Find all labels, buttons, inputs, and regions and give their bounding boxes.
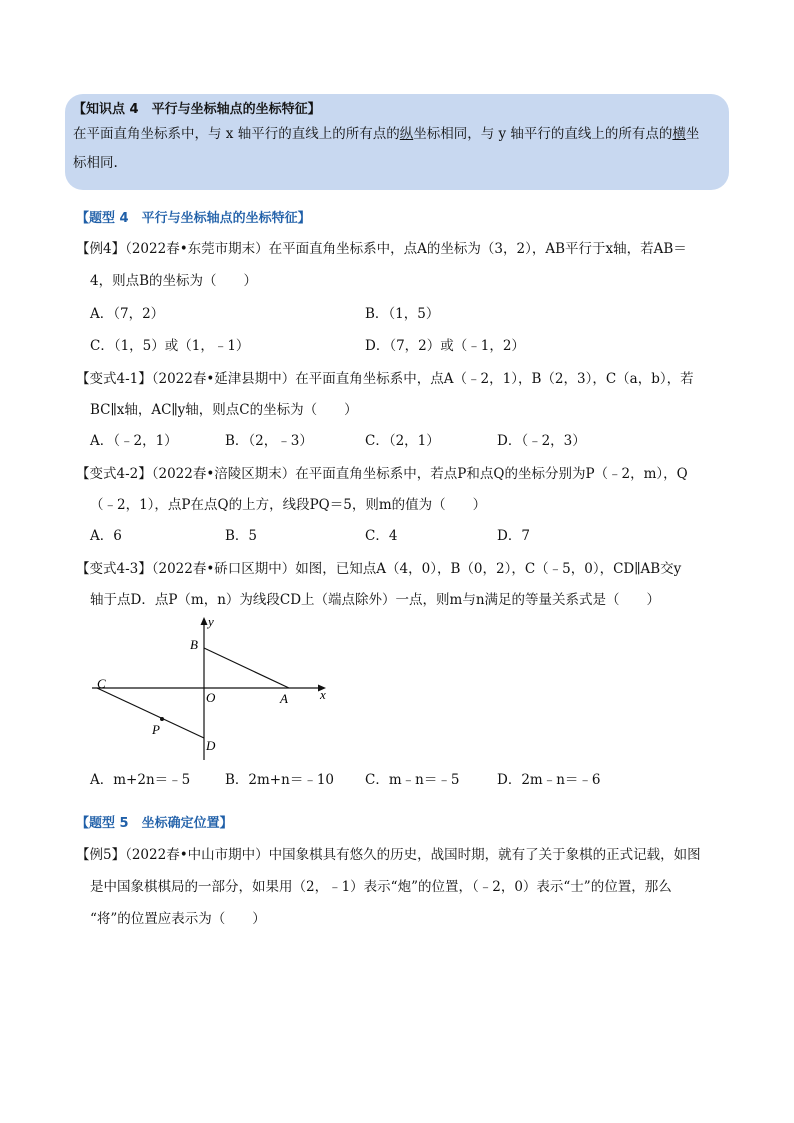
variant41-line1: 【变式4-1】（2022春•延津县期中）在平面直角坐标系中，点A（﹣2，1），B（2，3），C（a，b），若 <box>76 371 694 387</box>
variant41-line2: BC∥x轴，AC∥y轴，则点C的坐标为（ ） <box>90 402 358 418</box>
example4-option-a: A．（7，2） <box>90 306 165 322</box>
variant43-option-b: B．2m+n＝﹣10 <box>225 772 334 788</box>
variant42-option-d: D．7 <box>497 528 530 544</box>
variant43-line2: 轴于点D．点P（m，n）为线段CD上（端点除外）一点，则m与n满足的等量关系式是（ ） <box>90 592 661 608</box>
knowledge-title: 【知识点 4 平行与坐标轴点的坐标特征】 <box>73 102 321 117</box>
variant42-line1: 【变式4-2】（2022春•涪陵区期末）在平面直角坐标系中，若点P和点Q的坐标分别为P（﹣2，m），Q <box>76 466 688 482</box>
variant41-option-d: D．（﹣2，3） <box>497 433 586 449</box>
example5-line2: 是中国象棋棋局的一部分，如果用（2，﹣1）表示“炮”的位置，（﹣2，0）表示“士”的位置，那么 <box>90 879 672 895</box>
variant43-option-d: D．2m﹣n＝﹣6 <box>497 772 601 788</box>
label-p: P <box>152 722 160 737</box>
knowledge-text: 坐 <box>685 126 700 142</box>
section-title-type5: 【题型 5 坐标确定位置】 <box>76 816 233 831</box>
example4-option-c: C．（1，5）或（1，﹣1） <box>90 338 250 354</box>
variant42-line2: （﹣2，1），点P在点Q的上方，线段PQ＝5，则m的值为（ ） <box>90 497 487 513</box>
segment-ab <box>204 648 289 688</box>
example4-option-b: B．（1，5） <box>365 306 440 322</box>
segment-cd <box>97 688 204 738</box>
knowledge-text: 在平面直角坐标系中，与 x 轴平行的直线上的所有点的 <box>73 126 400 142</box>
example4-line2: 4，则点B的坐标为（ ） <box>90 273 258 289</box>
variant42-option-c: C．4 <box>365 528 398 544</box>
label-d: D <box>206 738 216 753</box>
variant43-line1: 【变式4-3】（2022春•硚口区期中）如图，已知点A（4，0），B（0，2），C（﹣5，0），CD∥AB交y <box>76 561 682 577</box>
variant41-option-a: A．（﹣2，1） <box>90 433 178 449</box>
variant42-option-a: A．6 <box>90 528 122 544</box>
knowledge-body <box>73 120 719 178</box>
variant41-option-b: B．（2，﹣3） <box>225 433 313 449</box>
label-b: B <box>190 637 198 652</box>
example5-line3: “将”的位置应表示为（ ） <box>90 911 266 927</box>
label-o: O <box>206 690 216 705</box>
example5-line1: 【例5】（2022春•中山市期中）中国象棋具有悠久的历史，战国时期，就有了关于象棋的正式记载，如图 <box>76 847 701 863</box>
label-c: C <box>97 676 106 691</box>
section-title-type4: 【题型 4 平行与坐标轴点的坐标特征】 <box>76 211 311 226</box>
variant41-option-c: C．（2，1） <box>365 433 440 449</box>
y-axis-arrow <box>201 617 208 625</box>
example4-line1: 【例4】（2022春•东莞市期末）在平面直角坐标系中，点A的坐标为（3，2），AB平行于x轴，若AB＝ <box>76 241 687 257</box>
knowledge-point-box <box>65 94 729 190</box>
knowledge-underlined: 横 <box>672 126 686 142</box>
variant42-option-b: B．5 <box>225 528 258 544</box>
knowledge-underlined: 纵 <box>399 126 414 142</box>
variant43-option-a: A．m+2n＝﹣5 <box>90 772 191 788</box>
knowledge-line-2: 标相同. <box>73 155 118 171</box>
label-x: x <box>320 687 326 702</box>
label-y: y <box>208 614 214 629</box>
example4-option-d: D．（7，2）或（﹣1，2） <box>365 338 525 354</box>
coordinate-figure <box>80 610 340 760</box>
knowledge-text: 坐标相同，与 y 轴平行的直线上的所有点的 <box>413 126 673 142</box>
label-a: A <box>280 691 288 706</box>
variant43-option-c: C．m﹣n＝﹣5 <box>365 772 460 788</box>
point-p <box>160 717 164 721</box>
knowledge-line-1 <box>73 120 719 149</box>
